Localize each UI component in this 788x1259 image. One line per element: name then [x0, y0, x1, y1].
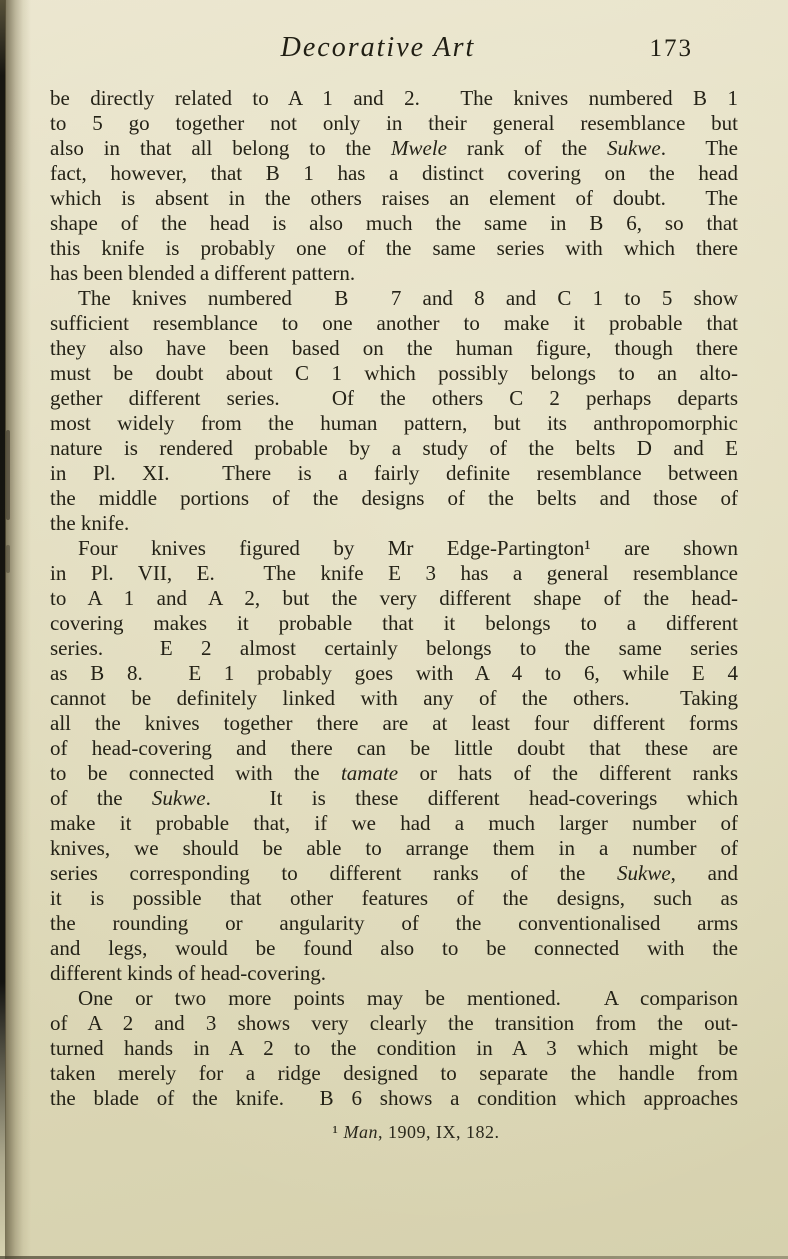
- text-line: which is absent in the others raises an element of doubt. The: [50, 186, 738, 210]
- text-line: the knife.: [50, 511, 130, 535]
- text-line: gether different series. Of the others C 2 perhaps departs: [50, 386, 738, 410]
- text-line: fact, however, that B 1 has a distinct covering on the head: [50, 161, 738, 185]
- text-line: The knives numbered B 7 and 8 and C 1 to 5 show: [78, 286, 738, 310]
- text-line: the blade of the knife. B 6 shows a condition which approaches: [50, 1086, 738, 1110]
- text-line: Four knives figured by Mr Edge-Partington¹ are shown: [78, 536, 738, 560]
- text-line: of A 2 and 3 shows very clearly the transition from the out-: [50, 1011, 738, 1035]
- paragraph: [50, 536, 738, 986]
- paragraph: [50, 86, 738, 286]
- text-line: sufficient resemblance to one another to make it probable that: [50, 311, 738, 335]
- text-line: covering makes it probable that it belongs to a different: [50, 611, 738, 635]
- text-line: they also have been based on the human figure, though there: [50, 336, 738, 360]
- text-line: most widely from the human pattern, but its anthropomorphic: [50, 411, 738, 435]
- text-line: shape of the head is also much the same in B 6, so that: [50, 211, 738, 235]
- page-body: [50, 86, 738, 1111]
- text-line: the middle portions of the designs of the belts and those of: [50, 486, 738, 510]
- text-line: it is possible that other features of the designs, such as: [50, 886, 738, 910]
- text-line: series corresponding to different ranks of the Sukwe, and: [50, 861, 738, 885]
- page-title: Decorative Art: [280, 32, 476, 63]
- text-line: all the knives together there are at least four different forms: [50, 711, 738, 735]
- text-line: of head-covering and there can be little doubt that these are: [50, 736, 738, 760]
- text-line: different kinds of head-covering.: [50, 961, 327, 985]
- binding-mark: [6, 545, 10, 573]
- text-line: has been blended a different pattern.: [50, 261, 356, 285]
- text-line: knives, we should be able to arrange them in a number of: [50, 836, 738, 860]
- text-line: taken merely for a ridge designed to separate the handle from: [50, 1061, 738, 1085]
- page-gutter-shadow: [5, 0, 31, 1259]
- text-line: and legs, would be found also to be connected with the: [50, 936, 738, 960]
- text-line: as B 8. E 1 probably goes with A 4 to 6, while E 4: [50, 661, 738, 685]
- text-line: also in that all belong to the Mwele rank of the Sukwe. The: [50, 136, 738, 160]
- text-line: be directly related to A 1 and 2. The knives numbered B 1: [50, 86, 738, 110]
- text-line: cannot be definitely linked with any of the others. Taking: [50, 686, 738, 710]
- text-line: turned hands in A 2 to the condition in A 3 which might be: [50, 1036, 738, 1060]
- footnote: ¹ Man, 1909, IX, 182.: [332, 1122, 500, 1142]
- page-number: 173: [649, 35, 693, 62]
- binding-mark: [6, 430, 10, 520]
- text-line: series. E 2 almost certainly belongs to the same series: [50, 636, 738, 660]
- text-line: One or two more points may be mentioned. A comparison: [78, 986, 738, 1010]
- text-line: make it probable that, if we had a much larger number of: [50, 811, 738, 835]
- running-header: [0, 32, 788, 72]
- text-line: of the Sukwe. It is these different head-coverings which: [50, 786, 738, 810]
- text-line: to A 1 and A 2, but the very different shape of the head-: [50, 586, 738, 610]
- text-line: the rounding or angularity of the conventionalised arms: [50, 911, 738, 935]
- text-line: this knife is probably one of the same series with which there: [50, 236, 738, 260]
- text-line: in Pl. VII, E. The knife E 3 has a general resemblance: [50, 561, 738, 585]
- paragraph: [50, 286, 738, 536]
- text-line: to be connected with the tamate or hats of the different ranks: [50, 761, 738, 785]
- text-line: must be doubt about C 1 which possibly belongs to an alto-: [50, 361, 738, 385]
- text-line: to 5 go together not only in their general resemblance but: [50, 111, 738, 135]
- paragraph: [50, 986, 738, 1111]
- text-line: nature is rendered probable by a study of the belts D and E: [50, 436, 738, 460]
- text-line: in Pl. XI. There is a fairly definite resemblance between: [50, 461, 738, 485]
